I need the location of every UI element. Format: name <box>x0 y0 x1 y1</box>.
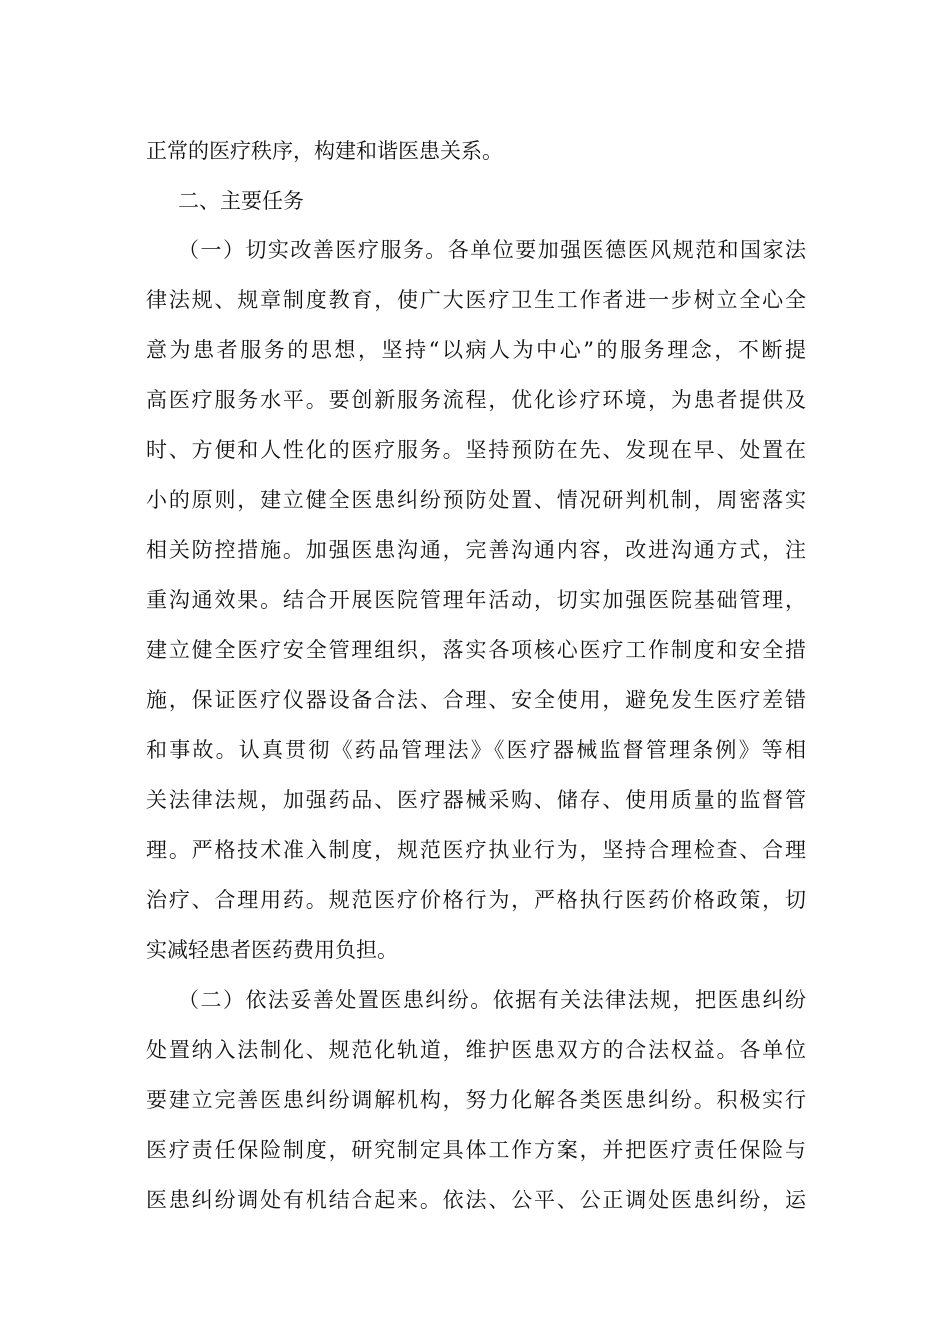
text-line: 处置纳入法制化、规范化轨道，维护医患双方的合法权益。各单位 <box>146 1038 806 1062</box>
text-line: 建立健全医疗安全管理组织，落实各项核心医疗工作制度和安全措 <box>146 638 806 662</box>
text-line: 律法规、规章制度教育，使广大医疗卫生工作者进一步树立全心全 <box>146 288 806 312</box>
text-line: 医患纠纷调处有机结合起来。依法、公平、公正调处医患纠纷，运 <box>146 1188 806 1212</box>
text-line: 理。严格技术准入制度，规范医疗执业行为，坚持合理检查、合理 <box>146 838 806 862</box>
text-line: 高医疗服务水平。要创新服务流程，优化诊疗环境，为患者提供及 <box>146 388 806 412</box>
text-line: 小的原则，建立健全医患纠纷预防处置、情况研判机制，周密落实 <box>146 488 806 512</box>
text-line: （二）依法妥善处置医患纠纷。依据有关法律法规，把医患纠纷 <box>178 988 806 1012</box>
text-line: 重沟通效果。结合开展医院管理年活动，切实加强医院基础管理， <box>146 588 806 612</box>
text-line: 关法律法规，加强药品、医疗器械采购、储存、使用质量的监督管 <box>146 788 806 812</box>
section-heading: 二、主要任务 <box>178 189 304 213</box>
text-line: 要建立完善医患纠纷调解机构，努力化解各类医患纠纷。积极实行 <box>146 1088 806 1112</box>
text-line: 正常的医疗秩序，构建和谐医患关系。 <box>146 139 503 163</box>
text-line: 相关防控措施。加强医患沟通，完善沟通内容，改进沟通方式，注 <box>146 538 806 562</box>
text-line: 治疗、合理用药。规范医疗价格行为，严格执行医药价格政策，切 <box>146 888 806 912</box>
text-line: 实减轻患者医药费用负担。 <box>146 938 398 962</box>
text-line: 时、方便和人性化的医疗服务。坚持预防在先、发现在早、处置在 <box>146 438 806 462</box>
text-line: 医疗责任保险制度，研究制定具体工作方案，并把医疗责任保险与 <box>146 1138 806 1162</box>
text-line: 施，保证医疗仪器设备合法、合理、安全使用，避免发生医疗差错 <box>146 688 806 712</box>
text-line: （一）切实改善医疗服务。各单位要加强医德医风规范和国家法 <box>178 238 806 262</box>
text-line: 和事故。认真贯彻《药品管理法》《医疗器械监督管理条例》等相 <box>146 738 806 762</box>
text-line: 意为患者服务的思想，坚持“以病人为中心”的服务理念，不断提 <box>146 338 806 362</box>
